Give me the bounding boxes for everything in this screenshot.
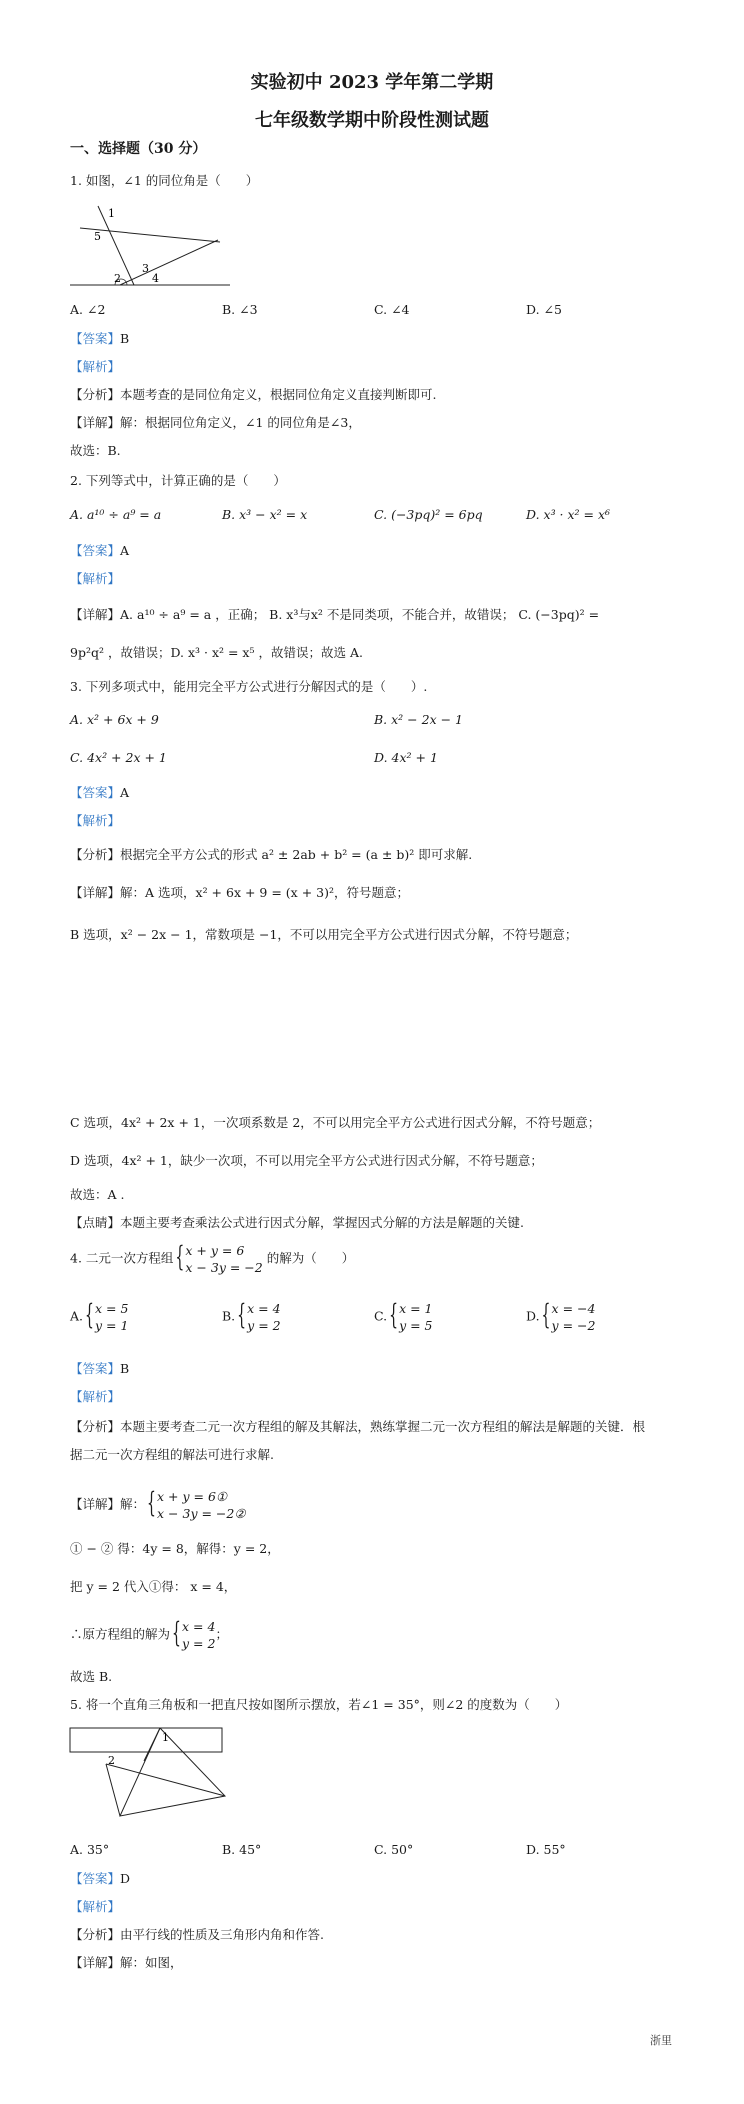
q3-detail-a-text: 解：A 选项，x² + 6x + 9 = (x + 3)²，符号题意； [120, 885, 409, 900]
exam-subtitle: 七年级数学期中阶段性测试题 [255, 110, 489, 131]
q4-stem-eq1: { x + y = 6 [185, 1243, 245, 1258]
q3-detail-d: D 选项，4x² + 1，缺少一次项，不可以用完全平方公式进行因式分解，不符号题意； [70, 1153, 543, 1168]
q1-option-d: D. ∠5 [526, 302, 562, 317]
q3-detail-c: C 选项，4x² + 2x + 1，一次项系数是 2，不可以用完全平方公式进行因式分解，不符号题意； [70, 1115, 601, 1130]
q3-stem: 3. 下列多项式中，能用完全平方公式进行分解因式的是（ ）. [70, 679, 428, 694]
q3-conclusion: 故选：A . [70, 1187, 125, 1202]
fenxi-tag: 【分析】 [70, 1419, 121, 1434]
q4-step-1: ① − ② 得：4y = 8，解得：y = 2， [70, 1541, 280, 1556]
q1-label-2: 2 [114, 272, 121, 285]
q5-detail [70, 1954, 183, 1972]
q4-option-d-letter: D. [526, 1308, 540, 1324]
q1-detail-text: 解：根据同位角定义，∠1 的同位角是∠3， [120, 415, 361, 430]
q1-option-c: C. ∠4 [374, 302, 410, 317]
q3-fenxi [70, 846, 472, 864]
q2-answer [70, 542, 129, 560]
q4-option-d-system [544, 1300, 596, 1334]
q1-option-a: A. ∠2 [70, 302, 106, 317]
q4-option-b-r2: y = 2 [247, 1318, 281, 1333]
q4-step-3-post: ； [215, 1626, 228, 1642]
q5-option-b: B. 45° [222, 1842, 262, 1857]
q4-stem-system [177, 1242, 262, 1276]
q5-answer-value: D [120, 1871, 131, 1886]
fenxi-tag: 【分析】 [70, 387, 121, 402]
q2-option-b: B. x³ − x² = x [222, 507, 308, 522]
q2-option-c: C. (−3pq)² = 6pq [374, 507, 483, 522]
q4-detail-eq1: { x + y = 6① [157, 1489, 228, 1504]
q4-detail-pre: 解： [120, 1496, 146, 1512]
q4-stem-post: 的解为（ ） [266, 1250, 355, 1266]
q2-option-a: A. a¹⁰ ÷ a⁹ = a [70, 507, 162, 522]
q5-label-2: 2 [108, 1754, 115, 1767]
detail-tag: 【详解】 [70, 1496, 121, 1512]
q2-detail-text-1: A. a¹⁰ ÷ a⁹ = a ，正确； B. x³与x² 不是同类项，不能合并，故错误； C. (−3pq)² = [120, 607, 600, 622]
answer-tag: 【答案】 [70, 1361, 121, 1376]
answer-tag: 【答案】 [70, 331, 121, 346]
q3-answer-value: A [120, 785, 130, 800]
q4-stem [70, 1242, 354, 1276]
q1-label-4: 4 [152, 272, 159, 285]
q4-detail-eq2: x − 3y = −2② [157, 1506, 246, 1521]
q4-option-c-r2: y = 5 [399, 1318, 433, 1333]
q3-option-d: D. 4x² + 1 [374, 750, 438, 765]
q4-answer [70, 1360, 129, 1378]
q4-stem-pre: 4. 二元一次方程组 [70, 1250, 174, 1266]
q5-option-c: C. 50° [374, 1842, 414, 1857]
q5-triangle-top-edge [144, 1728, 160, 1761]
fenxi-tag: 【分析】 [70, 1927, 121, 1942]
q4-option-b-r1: { x = 4 [247, 1301, 281, 1316]
detail-tag: 【详解】 [70, 1955, 121, 1970]
q1-fenxi-text: 本题考查的是同位角定义，根据同位角定义直接判断即可. [120, 387, 437, 402]
q5-triangle-side [106, 1764, 120, 1816]
answer-tag: 【答案】 [70, 543, 121, 558]
q1-answer [70, 330, 129, 348]
q4-step-3-pre: ∴原方程组的解为 [70, 1626, 171, 1642]
dianjing-tag: 【点睛】 [70, 1215, 121, 1230]
q1-label-1: 1 [108, 207, 115, 220]
q3-dianjing-text: 本题主要考查乘法公式进行因式分解，掌握因式分解的方法是解题的关键. [120, 1215, 524, 1230]
q2-answer-value: A [120, 543, 130, 558]
detail-tag: 【详解】 [70, 607, 121, 622]
q5-analysis-tag: 【解析】 [70, 1899, 121, 1914]
q2-option-d: D. x³ · x² = x⁶ [526, 507, 611, 522]
q4-step-2: 把 y = 2 代入①得： x = 4， [70, 1579, 237, 1594]
q1-detail [70, 414, 361, 432]
section-heading: 一、选择题（30 分） [70, 141, 207, 157]
q5-detail-text: 解：如图， [120, 1955, 183, 1970]
q4-step-3 [70, 1618, 228, 1652]
q1-line-top [80, 228, 220, 242]
q5-triangle-hyp [106, 1764, 225, 1796]
q4-answer-value: B [120, 1361, 130, 1376]
q4-option-c [374, 1300, 433, 1334]
q4-option-a-r2: y = 1 [95, 1318, 129, 1333]
fenxi-tag: 【分析】 [70, 847, 121, 862]
detail-tag: 【详解】 [70, 415, 121, 430]
q5-figure [70, 1728, 230, 1828]
footer-mark: 浙里 [650, 2034, 672, 2047]
detail-tag: 【详解】 [70, 885, 121, 900]
q4-conclusion: 故选 B. [70, 1669, 113, 1684]
q1-figure [70, 200, 230, 290]
q5-option-a: A. 35° [70, 1842, 110, 1857]
q4-step-3-eq1: { x = 4 [182, 1619, 216, 1634]
q1-stem: 1. 如图，∠1 的同位角是（ ） [70, 173, 259, 188]
q2-stem: 2. 下列等式中，计算正确的是（ ） [70, 473, 286, 488]
q4-step-3-system [174, 1618, 215, 1652]
q1-conclusion: 故选：B. [70, 443, 121, 458]
q3-fenxi-text: 根据完全平方公式的形式 a² ± 2ab + b² = (a ± b)² 即可求解. [120, 847, 473, 862]
q1-fenxi [70, 386, 437, 404]
q4-option-c-r1: { x = 1 [399, 1301, 433, 1316]
q4-fenxi-1 [70, 1418, 645, 1436]
q3-option-a: A. x² + 6x + 9 [70, 712, 159, 727]
q1-answer-value: B [120, 331, 130, 346]
q4-fenxi-2: 据二元一次方程组的解法可进行求解. [70, 1447, 274, 1462]
q2-detail-1 [70, 606, 599, 624]
q4-option-d-r2: y = −2 [551, 1318, 596, 1333]
q4-fenxi-text-1: 本题主要考查二元一次方程组的解及其解法，熟练掌握二元一次方程组的解法是解题的关键．根 [120, 1419, 646, 1434]
q5-fenxi-text: 由平行线的性质及三角形内角和作答. [120, 1927, 324, 1942]
q3-option-b: B. x² − 2x − 1 [374, 712, 463, 727]
q3-detail-b: B 选项，x² − 2x − 1，常数项是 −1，不可以用完全平方公式进行因式分解，不符号题意； [70, 927, 578, 942]
q1-analysis-tag: 【解析】 [70, 359, 121, 374]
q4-option-b-letter: B. [222, 1308, 236, 1324]
q5-ruler [70, 1728, 222, 1752]
q5-label-1: 1 [162, 1731, 169, 1744]
q3-analysis-tag: 【解析】 [70, 813, 121, 828]
answer-tag: 【答案】 [70, 785, 121, 800]
q5-stem: 5. 将一个直角三角板和一把直尺按如图所示摆放，若∠1 = 35°，则∠2 的度数为（ ） [70, 1697, 568, 1712]
q4-detail-system [149, 1488, 246, 1522]
q1-label-5: 5 [94, 230, 101, 243]
q3-option-c: C. 4x² + 2x + 1 [70, 750, 167, 765]
q1-label-3: 3 [142, 262, 149, 275]
q4-option-d [526, 1300, 595, 1334]
q5-fenxi [70, 1926, 324, 1944]
q4-stem-eq2: x − 3y = −2 [185, 1260, 263, 1275]
q4-option-c-letter: C. [374, 1308, 388, 1324]
q4-option-a-system [87, 1300, 128, 1334]
q4-detail [70, 1488, 246, 1522]
q4-option-b [222, 1300, 281, 1334]
q4-option-b-system [239, 1300, 280, 1334]
q3-dianjing [70, 1214, 524, 1232]
q5-answer [70, 1870, 130, 1888]
q3-detail-a [70, 884, 409, 902]
q4-step-3-eq2: y = 2 [182, 1636, 216, 1651]
q4-analysis-tag: 【解析】 [70, 1389, 121, 1404]
q5-option-d: D. 55° [526, 1842, 566, 1857]
q1-option-b: B. ∠3 [222, 302, 258, 317]
q4-option-d-r1: { x = −4 [551, 1301, 596, 1316]
q4-option-c-system [391, 1300, 432, 1334]
q2-analysis-tag: 【解析】 [70, 571, 121, 586]
q3-answer [70, 784, 129, 802]
q4-option-a-r1: { x = 5 [95, 1301, 129, 1316]
q4-option-a-letter: A. [70, 1308, 84, 1324]
q1-transversal-2 [120, 240, 218, 285]
q2-detail-2: 9p²q² ，故错误；D. x³ · x² = x⁵ ，故错误；故选 A. [70, 645, 363, 660]
exam-title: 实验初中 2023 学年第二学期 [250, 72, 494, 93]
answer-tag: 【答案】 [70, 1871, 121, 1886]
q4-option-a [70, 1300, 128, 1334]
